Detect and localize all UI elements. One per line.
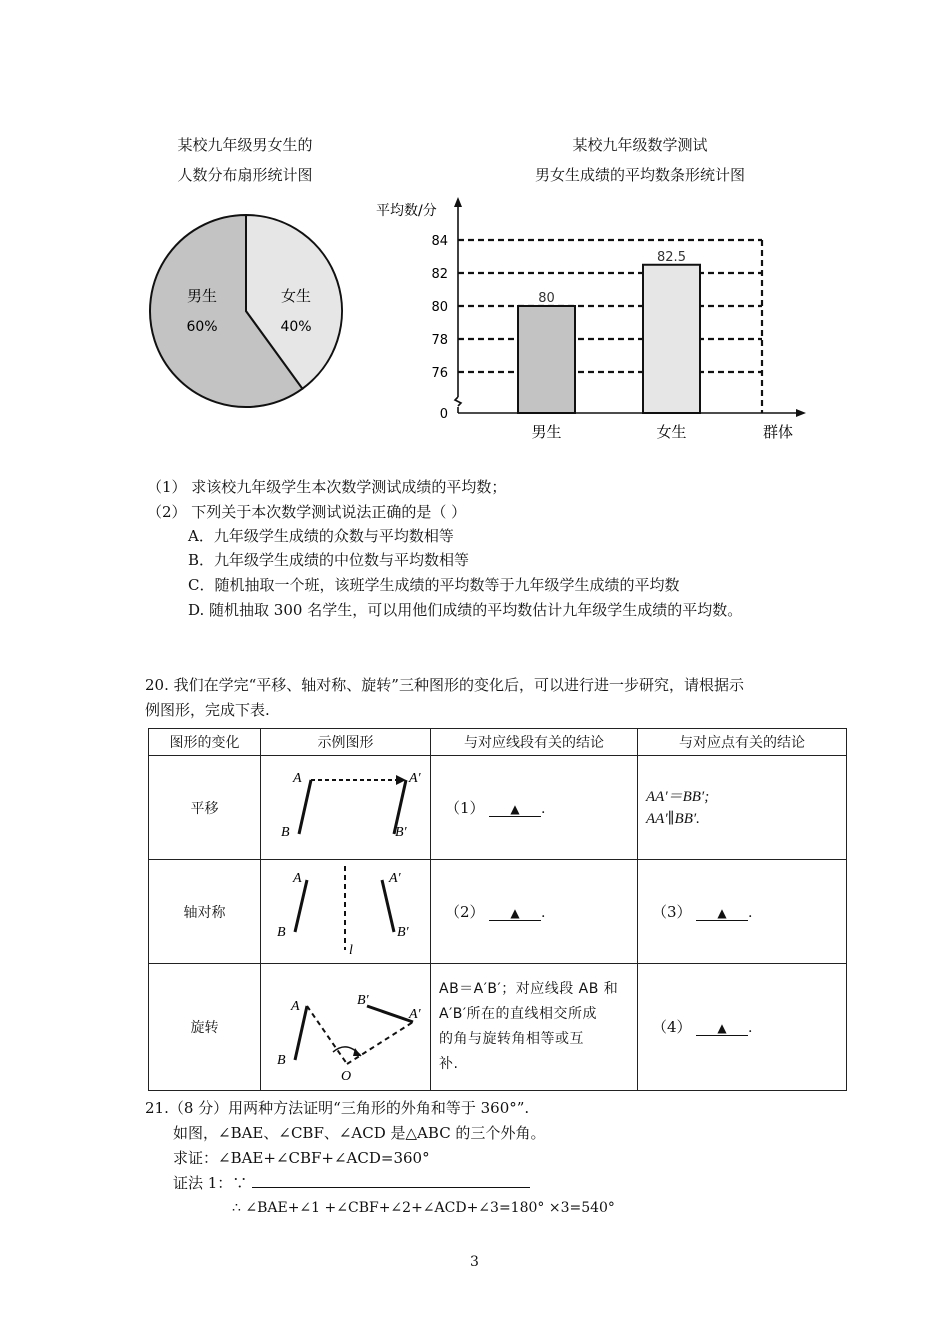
table-row bbox=[149, 756, 847, 860]
rotation-seg-line3: 的角与旋转角相等或互 bbox=[439, 1031, 584, 1047]
label-b-prime: B′ bbox=[397, 925, 409, 940]
row-name-rotation: 旋转 bbox=[149, 964, 261, 1091]
blank-2-number: （2） bbox=[445, 902, 485, 921]
label-b: B bbox=[277, 1053, 286, 1068]
label-a-prime: A′ bbox=[409, 1007, 421, 1022]
translation-point-cell bbox=[638, 756, 847, 860]
reflection-segment-cell bbox=[431, 860, 638, 964]
blank-1-number: （1） bbox=[445, 798, 485, 817]
q21-proof1-blank[interactable] bbox=[252, 1173, 530, 1188]
pie-chart bbox=[140, 205, 360, 425]
x-tick-label: 群体 bbox=[762, 423, 794, 441]
bar-title-line2: 男女生成绩的平均数条形统计图 bbox=[534, 166, 745, 184]
label-axis-l: l bbox=[349, 943, 353, 958]
q20-table bbox=[148, 728, 847, 1091]
x-axis-arrow bbox=[796, 409, 806, 417]
reflection-figure bbox=[261, 860, 429, 959]
y-tick-zero: 0 bbox=[439, 407, 448, 422]
table-row bbox=[149, 964, 847, 1091]
blank-2-end: . bbox=[541, 904, 546, 921]
pie-label-male: 男生 bbox=[186, 287, 218, 305]
q19-option-a: A．九年级学生成绩的众数与平均数相等 bbox=[188, 527, 454, 545]
header-transform: 图形的变化 bbox=[149, 729, 261, 756]
bar-value-label: 80 bbox=[538, 291, 555, 306]
translation-point-line2: AA′∥BB′. bbox=[646, 810, 700, 827]
bar-x-labels bbox=[531, 423, 793, 441]
x-tick-label: 女生 bbox=[656, 423, 687, 441]
label-a: A bbox=[293, 871, 302, 886]
y-tick-label: 76 bbox=[431, 366, 448, 381]
pie-title-line2: 人数分布扇形统计图 bbox=[177, 166, 313, 184]
blank-1-end: . bbox=[541, 800, 546, 817]
bar-y-ticks bbox=[431, 234, 448, 422]
y-tick-label: 78 bbox=[431, 333, 448, 348]
axis-break bbox=[455, 397, 461, 406]
blank-1[interactable]: ▲ bbox=[489, 802, 541, 817]
q21-given: 如图，∠BAE、∠CBF、∠ACD 是△ABC 的三个外角。 bbox=[173, 1124, 546, 1142]
y-tick-label: 80 bbox=[431, 300, 448, 315]
rotation-seg-line4: 补. bbox=[439, 1056, 459, 1072]
table-header-row bbox=[149, 729, 847, 756]
label-a: A bbox=[291, 999, 300, 1014]
label-a-prime: A′ bbox=[389, 871, 401, 886]
pie-title bbox=[140, 130, 350, 190]
blank-4-number: （4） bbox=[652, 1018, 692, 1036]
figure-rotation bbox=[261, 964, 431, 1091]
bar-value-label: 82.5 bbox=[657, 249, 686, 265]
blank-4[interactable]: ▲ bbox=[696, 1021, 748, 1036]
reflection-point-cell bbox=[638, 860, 847, 964]
label-o: O bbox=[341, 1069, 352, 1084]
bar-title bbox=[480, 130, 800, 190]
label-a: A bbox=[293, 771, 302, 786]
translation-figure bbox=[261, 756, 429, 855]
pie-label-female: 女生 bbox=[280, 287, 312, 305]
rotation-point-cell bbox=[638, 964, 847, 1091]
bar-gridlines bbox=[458, 240, 762, 413]
label-b-prime: B′ bbox=[395, 825, 407, 840]
page-number: 3 bbox=[470, 1254, 479, 1270]
q21-stem: 21.（8 分）用两种方法证明“三角形的外角和等于 360°”. bbox=[145, 1099, 530, 1117]
q19-part1: （1） 求该校九年级学生本次数学测试成绩的平均数； bbox=[147, 478, 507, 496]
y-axis-arrow bbox=[454, 197, 462, 207]
rotation-segment-cell bbox=[431, 964, 638, 1091]
bar-chart bbox=[370, 195, 810, 450]
header-point-conclusion: 与对应点有关的结论 bbox=[638, 729, 847, 756]
blank-3[interactable]: ▲ bbox=[696, 906, 748, 921]
blank-3-number: （3） bbox=[652, 902, 692, 921]
q21-prove: 求证：∠BAE+∠CBF+∠ACD=360° bbox=[173, 1149, 430, 1167]
q19-part2: （2） 下列关于本次数学测试说法正确的是（ ） bbox=[147, 503, 467, 521]
label-b: B bbox=[281, 825, 290, 840]
pie-value-male: 60% bbox=[186, 319, 218, 335]
q20-stem-line1: 20. 我们在学完“平移、轴对称、旋转”三种图形的变化后，可以进行进一步研究，请根据示 bbox=[145, 676, 744, 694]
bar-ylabel: 平均数/分 bbox=[376, 203, 437, 219]
header-example: 示例图形 bbox=[261, 729, 431, 756]
q21-proof1-text: 证法 1：∵ bbox=[173, 1174, 248, 1192]
rotation-seg-line1: AB＝A′B′；对应线段 AB 和 bbox=[439, 981, 619, 997]
q21-proof1-label bbox=[173, 1171, 530, 1195]
pie-value-female: 40% bbox=[280, 319, 312, 335]
blank-2[interactable]: ▲ bbox=[489, 906, 541, 921]
label-a-prime: A′ bbox=[409, 771, 421, 786]
label-b-prime: B′ bbox=[357, 993, 369, 1008]
q19-option-c: C．随机抽取一个班，该班学生成绩的平均数等于九年级学生成绩的平均数 bbox=[188, 576, 680, 594]
y-tick-label: 82 bbox=[431, 267, 448, 282]
rotation-seg-line2: A′B′所在的直线相交所成 bbox=[439, 1006, 598, 1022]
figure-reflection bbox=[261, 860, 431, 964]
bar-1 bbox=[643, 265, 700, 413]
row-name-reflection: 轴对称 bbox=[149, 860, 261, 964]
q21-proof1-therefore: ∴ ∠BAE+∠1 +∠CBF+∠2+∠ACD+∠3=180° ×3=540° bbox=[232, 1200, 615, 1216]
pie-title-line1: 某校九年级男女生的 bbox=[177, 136, 313, 154]
blank-4-end: . bbox=[748, 1020, 753, 1036]
translation-segment-cell bbox=[431, 756, 638, 860]
bar-title-line1: 某校九年级数学测试 bbox=[572, 136, 708, 154]
q19-option-b: B．九年级学生成绩的中位数与平均数相等 bbox=[188, 551, 470, 569]
bar-bars bbox=[518, 250, 700, 413]
rotation-figure bbox=[261, 964, 429, 1086]
q19-option-d: D. 随机抽取 300 名学生，可以用他们成绩的平均数估计九年级学生成绩的平均数。 bbox=[188, 601, 743, 619]
table-row bbox=[149, 860, 847, 964]
label-b: B bbox=[277, 925, 286, 940]
bar-0 bbox=[518, 306, 575, 413]
row-name-translation: 平移 bbox=[149, 756, 261, 860]
figure-translation bbox=[261, 756, 431, 860]
y-tick-label: 84 bbox=[431, 234, 448, 249]
x-tick-label: 男生 bbox=[531, 423, 562, 441]
translation-point-line1: AA′＝BB′; bbox=[646, 788, 710, 805]
q20-stem-line2: 例图形，完成下表. bbox=[145, 701, 270, 719]
header-segment-conclusion: 与对应线段有关的结论 bbox=[431, 729, 638, 756]
blank-3-end: . bbox=[748, 904, 753, 921]
